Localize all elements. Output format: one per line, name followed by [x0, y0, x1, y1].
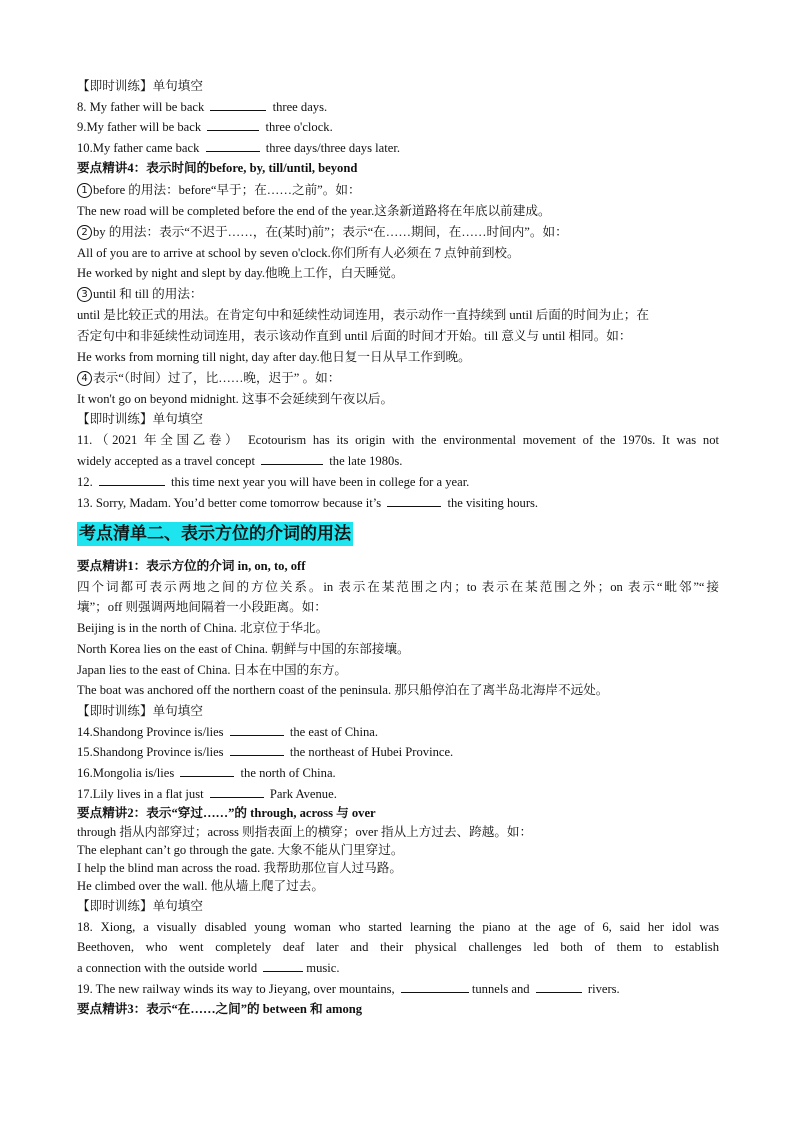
circled-number: 2: [77, 225, 92, 240]
answer-blank[interactable]: [261, 452, 323, 465]
explanation-line: until 是比较正式的用法。在肯定句中和延续性动词连用，表示动作一直持续到 until 后面的时间为止；在: [77, 308, 649, 322]
answer-blank[interactable]: [210, 785, 264, 798]
example-line: Beijing is in the north of China. 北京位于华北。: [77, 621, 329, 635]
example-line: The new road will be completed before the end of the year.这条新道路将在年底以前建成。: [77, 204, 551, 218]
question-11-cont: widely accepted as a travel concept the late 1980s.: [77, 454, 403, 468]
circled-number: 4: [77, 371, 92, 386]
explanation-line: 4 表示“（时间）过了，比……晚，迟于” 。如：: [77, 368, 719, 388]
key-point-heading: 要点精讲3：表示“在……之间”的 between 和 among: [77, 1002, 363, 1016]
answer-blank[interactable]: [230, 743, 284, 756]
question-18-end: a connection with the outside world music.: [77, 961, 340, 975]
example-line: Japan lies to the east of China. 日本在中国的东方。: [77, 663, 348, 677]
example-line: He climbed over the wall. 他从墙上爬了过去。: [77, 879, 324, 893]
answer-blank[interactable]: [230, 723, 284, 736]
practice-heading: 【即时训练】单句填空: [77, 899, 203, 913]
key-point-heading: 要点精讲1：表示方位的介词 in, on, to, off: [77, 559, 306, 573]
answer-blank[interactable]: [180, 764, 234, 777]
example-line: The elephant can’t go through the gate. 大象不能从门里穿过。: [77, 843, 404, 857]
practice-heading: 【即时训练】单句填空: [77, 412, 203, 426]
question-15: 15.Shandong Province is/lies the northeast of Hubei Province.: [77, 745, 454, 759]
question-14: 14.Shandong Province is/lies the east of China.: [77, 725, 378, 739]
answer-blank[interactable]: [263, 959, 303, 972]
explanation-line: 四个词都可表示两地之间的方位关系。in 表示在某范围之内；to 表示在某范围之外；on 表示“毗邻”“接: [77, 580, 719, 594]
question-9: 9.My father will be back three o'clock.: [77, 120, 333, 134]
answer-blank[interactable]: [210, 98, 266, 111]
question-16: 16.Mongolia is/lies the north of China.: [77, 766, 336, 780]
question-11: 11.（2021 年全国乙卷） Ecotourism has its origin with the environmental movement of the 1970s. It was not: [77, 433, 719, 447]
key-point-heading: 要点精讲4：表示时间的before, by, till/until, beyond: [77, 161, 358, 175]
example-line: He worked by night and slept by day.他晚上工作，白天睡觉。: [77, 266, 404, 280]
answer-blank[interactable]: [387, 494, 441, 507]
explanation-line: 否定句中和非延续性动词连用，表示该动作直到 until 后面的时间才开始。till 意义与 until 相同。如：: [77, 329, 632, 343]
explanation-line: through 指从内部穿过；across 则指表面上的横穿；over 指从上方过去、跨越。如：: [77, 825, 533, 839]
answer-blank[interactable]: [536, 980, 582, 993]
section-heading: 考点清单二、表示方位的介词的用法: [79, 524, 351, 544]
answer-blank[interactable]: [206, 139, 260, 152]
answer-blank[interactable]: [401, 980, 469, 993]
practice-heading: 【即时训练】单句填空: [77, 704, 203, 718]
practice-heading: 【即时训练】单句填空: [77, 79, 203, 93]
question-10: 10.My father came back three days/three days later.: [77, 141, 400, 155]
circled-number: 3: [77, 287, 92, 302]
question-18: 18. Xiong, a visually disabled young woman who started learning the piano at the age of 6, said her idol was: [77, 920, 719, 934]
explanation-line: 壤”；off 则强调两地间隔着一小段距离。如：: [77, 600, 327, 614]
circled-number: 1: [77, 183, 92, 198]
question-19: 19. The new railway winds its way to Jieyang, over mountains, tunnels and rivers.: [77, 982, 620, 996]
explanation-line: 3 until 和 till 的用法：: [77, 284, 719, 304]
question-12: 12. this time next year you will have been in college for a year.: [77, 475, 470, 489]
question-8: 8. My father will be back three days.: [77, 100, 328, 114]
example-line: I help the blind man across the road. 我帮助那位盲人过马路。: [77, 861, 402, 875]
example-line: North Korea lies on the east of China. 朝鲜与中国的东部接壤。: [77, 642, 410, 656]
question-13: 13. Sorry, Madam. You’d better come tomorrow because it’s the visiting hours.: [77, 496, 539, 510]
answer-blank[interactable]: [207, 118, 259, 131]
explanation-line: 2 by 的用法：表示“不迟于……，在(某时)前”；表示“在……期间，在……时间内”。如：: [77, 222, 719, 242]
answer-blank[interactable]: [99, 473, 165, 486]
example-line: All of you are to arrive at school by seven o'clock.你们所有人必须在 7 点钟前到校。: [77, 246, 520, 260]
question-17: 17.Lily lives in a flat just Park Avenue.: [77, 787, 337, 801]
question-18-cont: Beethoven, who went completely deaf later and their physical challenges led both of them to establish: [77, 940, 719, 954]
example-line: It won't go on beyond midnight. 这事不会延续到午夜以后。: [77, 392, 394, 406]
explanation-line: 1 before 的用法：before“早于；在……之前”。如：: [77, 180, 719, 200]
key-point-heading: 要点精讲2：表示“穿过……”的 through, across 与 over: [77, 806, 376, 820]
example-line: The boat was anchored off the northern coast of the peninsula. 那只船停泊在了离半岛北海岸不远处。: [77, 683, 609, 697]
example-line: He works from morning till night, day after day.他日复一日从早工作到晚。: [77, 350, 471, 364]
